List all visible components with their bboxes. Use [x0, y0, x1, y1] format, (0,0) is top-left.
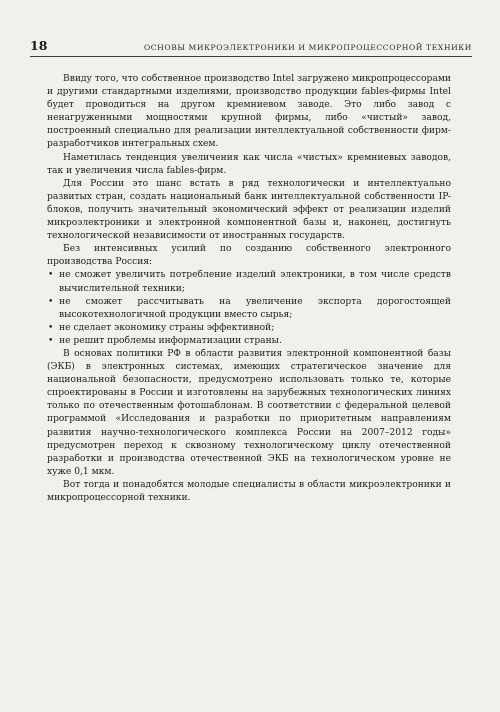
- list-item: [47, 335, 451, 348]
- page-header: [30, 38, 472, 57]
- list-item-text: не решит проблемы информатизации страны.: [59, 335, 282, 346]
- list-item: [47, 322, 451, 335]
- bullet-icon: •: [48, 296, 54, 307]
- bullet-icon: •: [48, 270, 54, 281]
- body-text: [47, 73, 451, 505]
- paragraph: Ввиду того, что собственное производство Intel загружено микропроцессорами и другими стандартными изделиями, производство продукции fables-фирмы Intel будет проводиться на другом кремниевом заводе. Это либо завод с ненагруженными мощностями крупной фирмы, либо «чистый» завод, построенный специально для реализации интеллектуальной собственности фирм-разработчиков интегральных схем.: [47, 74, 451, 150]
- bullet-list: [47, 269, 451, 348]
- list-item: [47, 269, 451, 295]
- paragraph: В основах политики РФ в области развития электронной компонентной базы (ЭКБ) в электронных системах, имеющих стратегическое значение для национальной безопасности, предусмотрено использовать только те, которые спроектированы в России и изготовлены на зарубежных технологических линиях только по отечественным фотошаблонам. В соответствии с федеральной целевой программой «Исследования и разработки по приоритетным направлениям развития научно-технологического комплекса России на 2007–2012 годы» предусмотрен переход к сквозному технологическому циклу отечественной разработки и производства отечественной ЭКБ на технологическом уровне не хуже 0,1 мкм.: [47, 348, 451, 477]
- paragraph: Наметилась тенденция увеличения как числа «чистых» кремниевых заводов, так и увеличения числа fables-фирм.: [47, 152, 451, 176]
- list-item-text: не сможет увеличить потребление изделий электроники, в том числе средств вычислительной техники;: [59, 270, 451, 294]
- paragraph: Для России это шанс встать в ряд технологически и интеллектуально развитых стран, создать национальный банк интеллектуальной собственности IP-блоков, получить значительный экономический эффект от реализации изделий микроэлектроники и электронной компонентной базы и, наконец, достигнуть технологической независимости от иностранных государств.: [47, 178, 451, 242]
- running-title: ОСНОВЫ МИКРОЭЛЕКТРОНИКИ И МИКРОПРОЦЕССОРНОЙ ТЕХНИКИ: [143, 43, 472, 52]
- paragraph: Без интенсивных усилий по созданию собственного электронного производства Россия:: [47, 244, 451, 268]
- bullet-icon: •: [48, 335, 54, 346]
- list-item-text: не сделает экономику страны эффективной;: [59, 322, 275, 333]
- list-item-text: не сможет рассчитывать на увеличение экспорта дорогостоящей высокотехнологичной продукции вместо сырья;: [59, 296, 451, 320]
- page-number: 18: [30, 38, 48, 53]
- list-item: [47, 296, 451, 322]
- paragraph: Вот тогда и понадобятся молодые специалисты в области микроэлектроники и микропроцессорной техники.: [47, 479, 451, 503]
- bullet-icon: •: [48, 322, 54, 333]
